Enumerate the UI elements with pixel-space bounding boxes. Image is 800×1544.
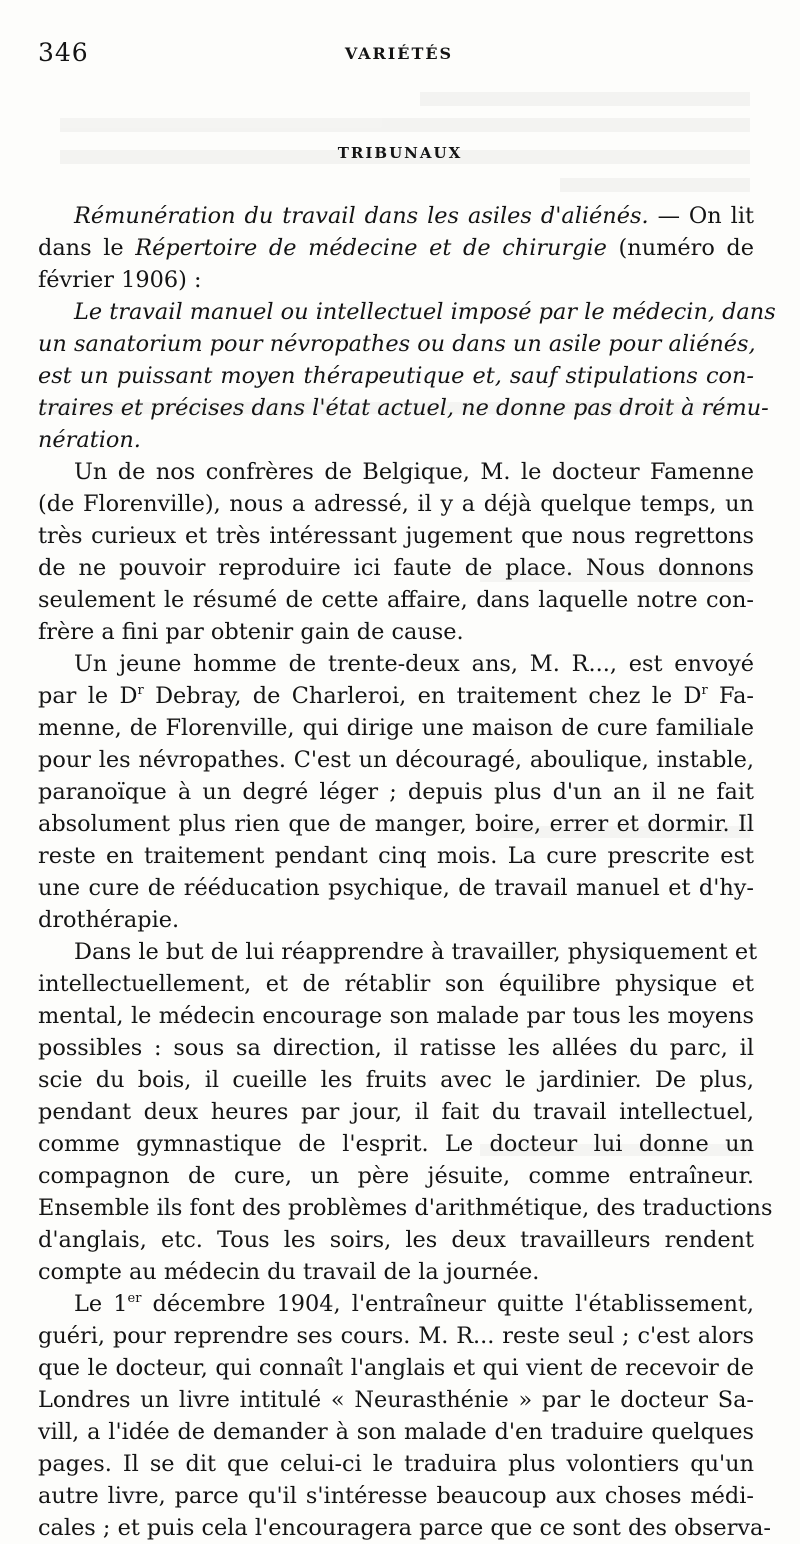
text-line: autre livre, parce qu'il s'intéresse beaucoup aux choses médi- [38, 1483, 754, 1509]
text-line: nération. [38, 427, 141, 453]
text-line: est un puissant moyen thérapeutique et, sauf stipulations con- [38, 363, 754, 389]
text-line: que le docteur, qui connaît l'anglais et qui vient de recevoir de [38, 1355, 754, 1381]
text-line: une cure de rééducation psychique, de travail manuel et d'hy- [38, 875, 754, 901]
text-fragment: (numéro de [606, 235, 755, 261]
text-fragment: Le 1 [74, 1291, 128, 1317]
text-line: paranoïque à un degré léger ; depuis plus d'un an il ne fait [38, 779, 754, 805]
text-line: seulement le résumé de cette affaire, dans laquelle notre con- [38, 587, 754, 613]
text-line: Un de nos confrères de Belgique, M. le docteur Famenne [74, 459, 754, 485]
text-line [38, 1288, 754, 1320]
text-line: d'anglais, etc. Tous les soirs, les deux travailleurs rendent [38, 1227, 754, 1253]
text-fragment: Debray, de Charleroi, en traitement chez le D [143, 683, 702, 709]
text-line: Ensemble ils font des problèmes d'arithmétique, des traductions [38, 1195, 773, 1221]
text-fragment: décembre 1904, l'entraîneur quitte l'établissement, [141, 1291, 755, 1317]
text-line: cales ; et puis cela l'encouragera parce que ce sont des observa- [38, 1515, 771, 1541]
text-line: pendant deux heures par jour, il fait du travail intellectuel, [38, 1099, 754, 1125]
text-line: reste en traitement pendant cinq mois. La cure prescrite est [38, 843, 754, 869]
superscript: er [127, 1291, 142, 1306]
text-line: un sanatorium pour névropathes ou dans un asile pour aliénés, [38, 331, 756, 357]
text-line [38, 232, 754, 264]
text-fragment: — On lit [648, 203, 754, 229]
text-line: compte au médecin du travail de la journée. [38, 1259, 540, 1285]
text-line: scie du bois, il cueille les fruits avec le jardinier. De plus, [38, 1067, 754, 1093]
running-head [38, 38, 760, 72]
text-line: drothérapie. [38, 907, 180, 933]
text-line: mental, le médecin encourage son malade par tous les moyens [38, 1003, 754, 1029]
text-line: guéri, pour reprendre ses cours. M. R... reste seul ; c'est alors [38, 1323, 754, 1349]
text-line: Dans le but de lui réapprendre à travailler, physiquement et [74, 939, 758, 965]
text-line: possibles : sous sa direction, il ratisse les allées du parc, il [38, 1035, 754, 1061]
section-title: TRIBUNAUX [337, 144, 463, 162]
text-line: (de Florenville), nous a adressé, il y a déjà quelque temps, un [38, 491, 754, 517]
text-fragment: par le D [38, 683, 138, 709]
journal-title: Répertoire de médecine et de chirurgie [135, 235, 607, 261]
rubric-title: Rémunération du travail dans les asiles d'aliénés. [74, 203, 649, 229]
text-line [38, 200, 754, 232]
superscript: r [701, 683, 708, 698]
superscript: r [137, 683, 144, 698]
text-line: pages. Il se dit que celui-ci le traduira plus volontiers qu'un [38, 1451, 754, 1477]
text-line: de ne pouvoir reproduire ici faute de place. Nous donnons [38, 555, 754, 581]
text-line: compagnon de cure, un père jésuite, comme entraîneur. [38, 1163, 754, 1189]
text-line: intellectuellement, et de rétablir son équilibre physique et [38, 971, 754, 997]
text-line: absolument plus rien que de manger, boire, errer et dormir. Il [38, 811, 754, 837]
text-line: comme gymnastique de l'esprit. Le docteur lui donne un [38, 1131, 754, 1157]
text-line: pour les névropathes. C'est un découragé, aboulique, instable, [38, 747, 754, 773]
text-line: frère a fini par obtenir gain de cause. [38, 619, 464, 645]
text-fragment: Fa- [707, 683, 754, 709]
text-line: Un jeune homme de trente-deux ans, M. R..., est envoyé [74, 651, 754, 677]
text-line: menne, de Florenville, qui dirige une maison de cure familiale [38, 715, 754, 741]
running-title: VARIÉTÉS [344, 44, 454, 63]
text-line: très curieux et très intéressant jugement que nous regrettons [38, 523, 754, 549]
text-line: vill, a l'idée de demander à son malade d'en traduire quelques [38, 1419, 754, 1445]
text-line: Londres un livre intitulé « Neurasthénie » par le docteur Sa- [38, 1387, 754, 1413]
text-line: Le travail manuel ou intellectuel imposé par le médecin, dans [74, 299, 776, 325]
article-body [38, 200, 776, 1544]
page-number: 346 [38, 38, 89, 67]
text-line [38, 680, 754, 712]
text-line: traires et précises dans l'état actuel, ne donne pas droit à rému- [38, 395, 769, 421]
text-line: février 1906) : [38, 267, 202, 293]
text-fragment: dans le [38, 235, 136, 261]
